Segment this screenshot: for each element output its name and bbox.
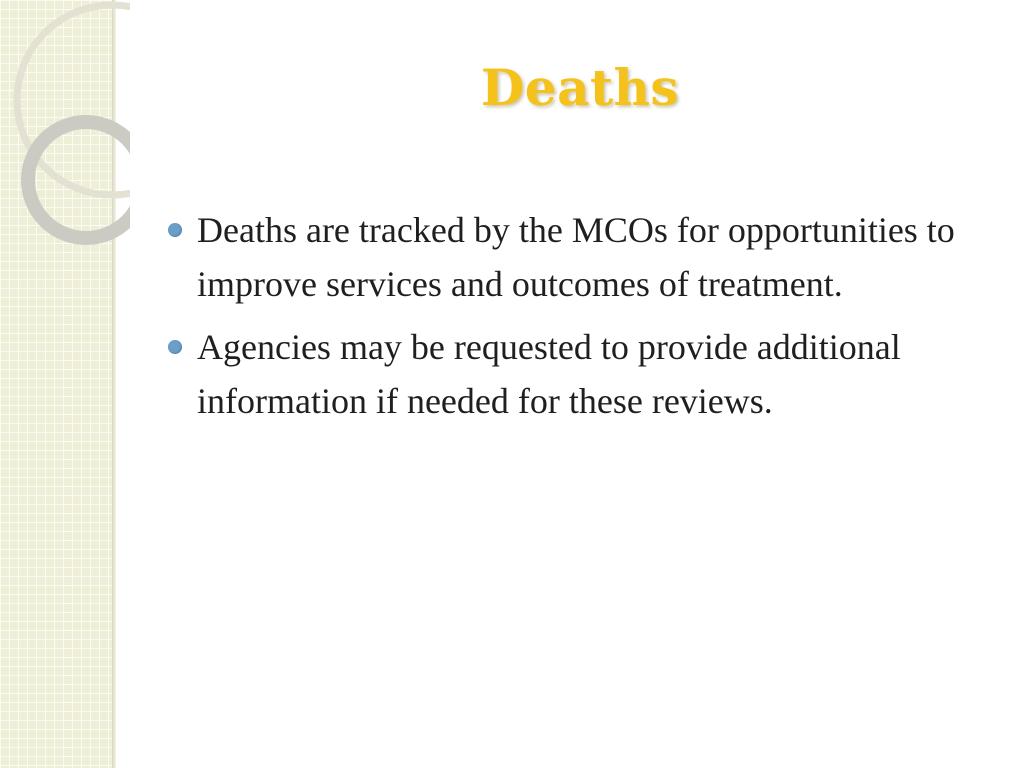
slide-title: Deaths — [480, 58, 680, 117]
bullet-text: Deaths are tracked by the MCOs for opportunities to improve services and outcomes of treatment. — [197, 210, 955, 304]
small-ring — [28, 122, 130, 238]
bullet-list — [168, 203, 978, 437]
bullet-dot-icon — [168, 223, 182, 237]
bullet-item — [168, 320, 978, 428]
bullet-item — [168, 203, 978, 311]
bullet-text: Agencies may be requested to provide additional information if needed for these reviews. — [197, 327, 901, 421]
bullet-dot-icon — [168, 340, 182, 354]
decorative-rings-graphic — [0, 0, 130, 260]
